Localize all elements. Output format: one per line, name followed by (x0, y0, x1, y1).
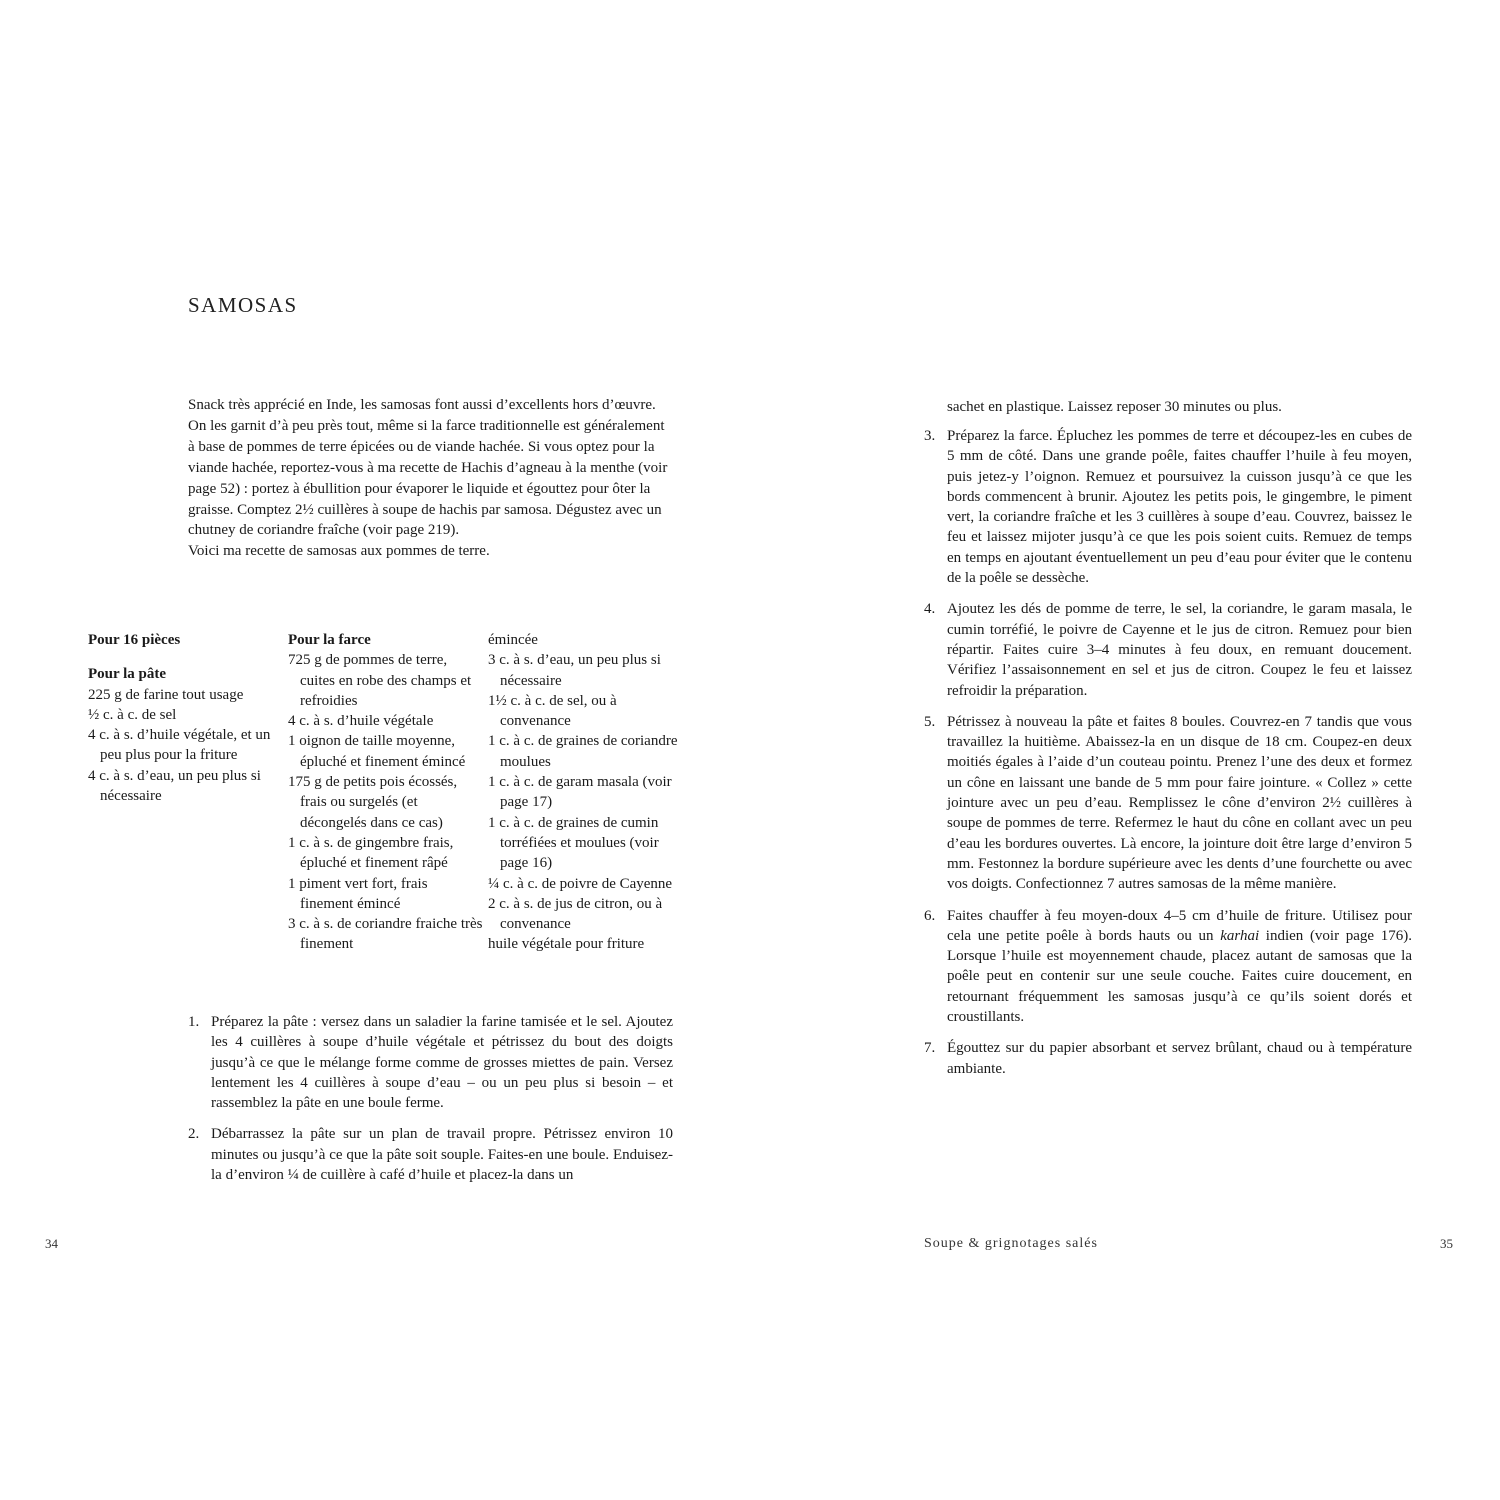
step-text: Préparez la pâte : versez dans un saladier la farine tamisée et le sel. Ajoutez les 4 cuillères à soupe d’huile végétale et pétrissez du bout des doigts jusqu’à ce que le mélange forme comme de grosses miettes de pain. Versez lentement les 4 cuillères à soupe d’eau – ou un peu plus si besoin – et rassemblez la pâte en une boule ferme. (211, 1014, 673, 1112)
step-item (924, 426, 1412, 588)
step-text-part: indien (voir page 176). Lorsque l’huile est moyennement chaude, placez autant de samosas que la poêle peut en contenir sur une seule couche. Faites cuire doucement, en retournant fréquemment les samosas jusqu’à ce qu’ils soient dorés et croustillants. (947, 927, 1412, 1026)
step-text: Pétrissez à nouveau la pâte et faites 8 boules. Couvrez-en 7 tandis que vous travaillez la huitième. Abaissez-la en un disque de 18 cm. Coupez-en deux moitiés égales à l’aide d’un couteau pointu. Prenez l’une des deux et formez un cône en laissant une bande de 5 mm pour faire jointure. « Collez » cette jointure avec un peu d’eau. Remplissez le cône d’environ 2½ cuillères à soupe de pommes de terre. Refermez le haut du cône en collant avec un peu d’eau les bordures ouvertes. Là encore, la jointure doit être large d’environ 5 mm. Festonnez la bordure supérieure avec les dents d’une fourchette ou avec vos doigts. Confectionnez 7 autres samosas de la même manière. (947, 713, 1412, 893)
ingredient-item: 1 piment vert fort, frais finement émincé (288, 875, 428, 912)
step-text: Ajoutez les dés de pomme de terre, le sel, la coriandre, le garam masala, le cumin torréfié, le poivre de Cayenne et le jus de citron. Remuez pour bien répartir. Faites cuire 3–4 minutes à feu doux, en remuant doucement. Vérifiez l’assaisonnement en sel et jus de citron. Coupez le feu et laissez refroidir la préparation. (947, 601, 1412, 699)
steps-list-left (188, 1012, 673, 1196)
ingredient-item: 725 g de pommes de terre, cuites en robe des champs et refroidies (288, 652, 472, 709)
ingredients-filling-col2 (488, 630, 688, 955)
ingredient-item: 2 c. à s. de jus de citron, ou à convenance (488, 895, 663, 933)
step-text: Préparez la farce. Épluchez les pommes de terre et découpez-les en cubes de 5 mm de côté. Dans une grande poêle, faites chauffer l’huile à feu moyen, puis jetez-y l’oignon. Remuez et poursuivez la cuisson jusqu’à ce que les bords commencent à brunir. Ajoutez les petits pois, le gingembre, le piment vert, la coriandre fraîche et les 3 cuillères à soupe d’eau. Couvrez, baissez le feu et laissez mijoter jusqu’à ce que les pois soient cuits. Remuez de temps en temps en ajoutant éventuellement un peu d’eau pour éviter que le contenu de la poêle se dessèche. (947, 428, 1412, 587)
ingredients-filling-col1 (288, 630, 483, 955)
ingredient-item: 1½ c. à c. de sel, ou à convenance (488, 692, 617, 730)
intro-paragraph: Voici ma recette de samosas aux pommes de terre. (188, 543, 490, 560)
ingredient-item: ½ c. à c. de sel (88, 706, 177, 723)
yield-label: Pour 16 pièces (88, 632, 181, 648)
step-text-part: Faites chauffer à feu moyen-doux 4–5 cm d’huile de friture. Utilisez pour cela une petite poêle à bords hauts ou un (947, 907, 1412, 944)
step-number: 6. (924, 907, 936, 924)
step-item (924, 906, 1412, 1028)
ingredient-item: 1 c. à c. de garam masala (voir page 17) (488, 774, 672, 811)
step-text: Égouttez sur du papier absorbant et servez brûlant, chaud ou à température ambiante. (947, 1040, 1412, 1077)
step-item (924, 1038, 1412, 1079)
ingredient-item: 1 c. à c. de graines de cumin torréfiées et moulues (voir page 16) (488, 814, 659, 872)
step-number: 2. (188, 1126, 200, 1143)
section-title-footer: Soupe & grignotages salés (924, 1236, 1098, 1251)
intro-text (188, 395, 668, 562)
ingredient-item: 1 c. à s. de gingembre frais, épluché et finement râpé (288, 834, 454, 872)
step-number: 1. (188, 1014, 200, 1030)
step-continued-text: sachet en plastique. Laissez reposer 30 minutes ou plus. (947, 399, 1282, 415)
ingredient-item: émincée (488, 632, 538, 648)
ingredient-item: 1 oignon de taille moyenne, épluché et finement émincé (288, 733, 466, 770)
ingredient-item: huile végétale pour friture (488, 936, 645, 953)
spacer (88, 650, 278, 664)
step-number: 4. (924, 601, 936, 618)
step-text (947, 908, 1412, 1025)
ingredients-dough (88, 630, 278, 806)
steps-list-right (924, 426, 1412, 1090)
filling-heading: Pour la farce (288, 632, 371, 648)
page-number-left: 34 (45, 1236, 58, 1251)
step-number: 7. (924, 1040, 936, 1057)
ingredient-item: 225 g de farine tout usage (88, 686, 244, 703)
recipe-title: SAMOSAS (188, 293, 298, 317)
ingredient-item: 4 c. à s. d’huile végétale, et un peu plus pour la friture (88, 727, 271, 764)
dough-heading: Pour la pâte (88, 666, 167, 683)
ingredient-item: 1 c. à c. de graines de coriandre moulues (488, 733, 678, 770)
ingredient-item: 175 g de petits pois écossés, frais ou surgelés (et décongelés dans ce cas) (288, 774, 458, 831)
ingredient-item: 3 c. à s. de coriandre fraiche très finement (288, 916, 483, 953)
ingredient-item: 3 c. à s. d’eau, un peu plus si nécessaire (488, 652, 661, 689)
step-number: 3. (924, 428, 936, 444)
step-number: 5. (924, 713, 936, 730)
step-item (188, 1012, 673, 1113)
step-item (188, 1124, 673, 1185)
page-number-right: 35 (1440, 1236, 1453, 1251)
intro-paragraph: Snack très apprécié en Inde, les samosas font aussi d’excellents hors d’œuvre. On les garnit d’à peu près tout, même si la farce traditionnelle est généralement à base de pommes de terre épicées ou de viande hachée. Si vous optez pour la viande hachée, reportez-vous à ma recette de Hachis d’agneau à la menthe (voir page 52) : portez à ébullition pour évaporer le liquide et égouttez pour ôter la graisse. Comptez 2½ cuillères à soupe de hachis par samosa. Dégustez avec un chutney de coriandre fraîche (voir page 219). (188, 397, 668, 539)
step-item (924, 599, 1412, 700)
ingredient-item: 4 c. à s. d’huile végétale (288, 713, 434, 730)
ingredient-item: ¼ c. à c. de poivre de Cayenne (488, 875, 673, 892)
step-item (924, 712, 1412, 895)
step-text-italic: karhai (1220, 927, 1260, 944)
ingredient-item: 4 c. à s. d’eau, un peu plus si nécessaire (88, 767, 261, 805)
step-text: Débarrassez la pâte sur un plan de travail propre. Pétrissez environ 10 minutes ou jusqu’à ce que la pâte soit souple. Faites-en une boule. Enduisez-la d’environ ¼ de cuillère à café d’huile et placez-la dans un (211, 1126, 673, 1184)
